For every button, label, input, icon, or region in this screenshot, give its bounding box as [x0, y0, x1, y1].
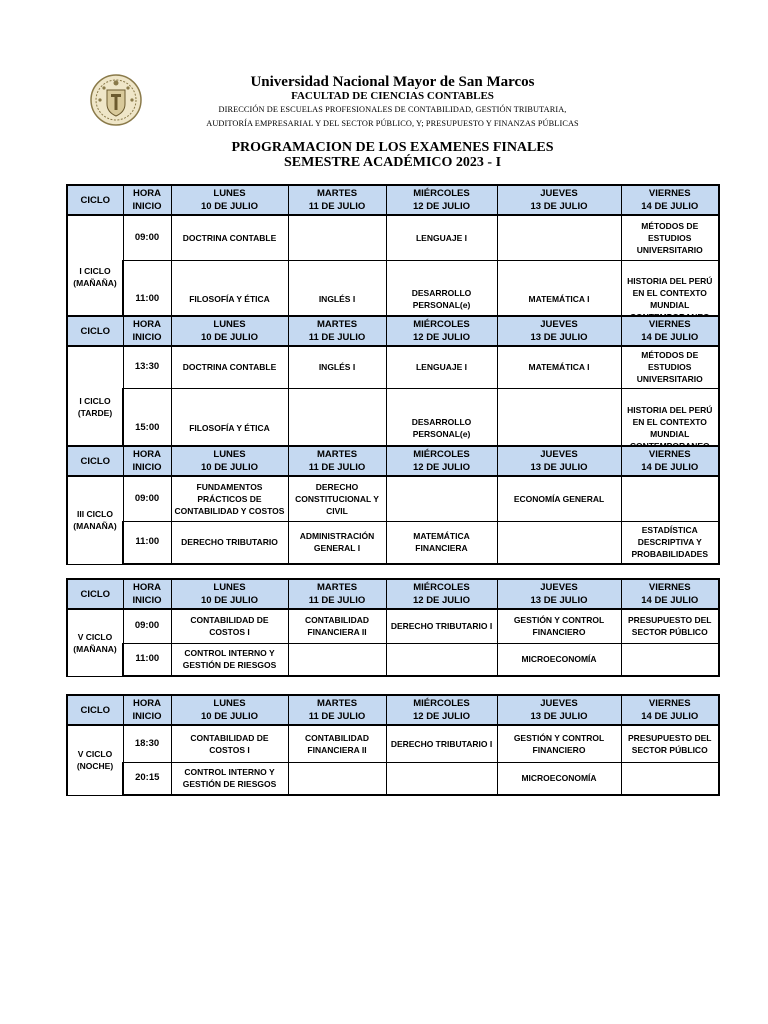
column-header-line2: 14 DE JULIO: [641, 595, 699, 606]
column-header-line2: 13 DE JULIO: [530, 711, 588, 722]
course-cell: [497, 521, 621, 564]
column-header-line1: MARTES: [316, 449, 358, 460]
course-cell: [386, 762, 497, 795]
course-cell: MICROECONOMÍA: [497, 643, 621, 676]
column-header-line1: VIERNES: [648, 698, 691, 709]
course-cell: DERECHO TRIBUTARIO: [171, 521, 288, 564]
column-header-line1: MIÉRCOLES: [413, 449, 470, 460]
column-header: [123, 695, 171, 725]
column-header-line1: MIÉRCOLES: [413, 319, 470, 330]
course-cell: CONTABILIDAD FINANCIERA II: [288, 725, 386, 762]
course-cell: DESARROLLO PERSONAL(e): [386, 388, 497, 468]
course-cell: DOCTRINA CONTABLE: [171, 215, 288, 260]
course-cell: INGLÉS I: [288, 260, 386, 338]
table-header-row: [67, 446, 719, 476]
table-header-row: [67, 695, 719, 725]
start-time-cell: 11:00: [123, 260, 171, 338]
course-cell: [288, 215, 386, 260]
course-cell: DERECHO TRIBUTARIO I: [386, 725, 497, 762]
ciclo-cell: III CICLO (MANAÑA): [67, 476, 123, 564]
column-header-line1: MARTES: [316, 319, 358, 330]
column-header-line1: VIERNES: [648, 449, 691, 460]
course-cell: [288, 762, 386, 795]
column-header: [67, 695, 123, 725]
ciclo-cell: V CICLO (NOCHE): [67, 725, 123, 795]
start-time-cell: 09:00: [123, 476, 171, 521]
column-header-line1: HORA: [133, 319, 161, 330]
column-header-line1: HORA: [133, 188, 161, 199]
column-header: [123, 316, 171, 346]
column-header: [497, 579, 621, 609]
column-header-line2: 12 DE JULIO: [412, 332, 471, 343]
schedule-table: [66, 578, 720, 677]
university-seal-icon: [90, 74, 142, 126]
column-header: [123, 579, 171, 609]
column-header: [171, 579, 288, 609]
course-cell: [386, 476, 497, 521]
course-cell: CONTROL INTERNO Y GESTIÓN DE RIESGOS: [171, 762, 288, 795]
column-header: [386, 446, 497, 476]
column-header-line1: MIÉRCOLES: [413, 698, 470, 709]
course-cell: GESTIÓN Y CONTROL FINANCIERO: [497, 725, 621, 762]
course-cell: INGLÉS I: [288, 346, 386, 388]
column-header-line2: 14 DE JULIO: [641, 462, 699, 473]
column-header-line1: JUEVES: [540, 698, 578, 709]
document-header: [0, 0, 768, 170]
column-header: [123, 446, 171, 476]
column-header: [288, 316, 386, 346]
start-time-cell: 15:00: [123, 388, 171, 468]
column-header-line2: 14 DE JULIO: [641, 201, 699, 212]
column-header-line2: 12 DE JULIO: [412, 201, 471, 212]
start-time-cell: 11:00: [123, 643, 171, 676]
start-time-cell: 09:00: [123, 609, 171, 643]
column-header-line1: MIÉRCOLES: [413, 188, 470, 199]
column-header-line2: INICIO: [132, 201, 162, 212]
course-cell: [621, 476, 719, 521]
column-header-line2: 13 DE JULIO: [530, 332, 588, 343]
start-time-cell: 20:15: [123, 762, 171, 795]
column-header-line1: MARTES: [316, 188, 358, 199]
column-header-line1: CICLO: [80, 455, 111, 467]
column-header-line2: 10 DE JULIO: [200, 332, 259, 343]
column-header-line1: LUNES: [213, 188, 246, 199]
column-header-line2: INICIO: [132, 332, 162, 343]
column-header: [123, 185, 171, 215]
course-cell: ADMINISTRACIÓN GENERAL I: [288, 521, 386, 564]
column-header-line2: 10 DE JULIO: [200, 462, 259, 473]
column-header-line2: 12 DE JULIO: [412, 711, 471, 722]
course-cell: ESTADÍSTICA DESCRIPTIVA Y PROBABILIDADES: [621, 521, 719, 564]
course-cell: [621, 762, 719, 795]
course-cell: MATEMÁTICA FINANCIERA: [386, 521, 497, 564]
ciclo-cell: I CICLO (TARDE): [67, 346, 123, 468]
column-header-line2: 11 DE JULIO: [308, 462, 366, 473]
ciclo-cell: I CICLO (MAÑAÑA): [67, 215, 123, 338]
column-header-line2: INICIO: [132, 462, 162, 473]
course-cell: PRESUPUESTO DEL SECTOR PÚBLICO: [621, 609, 719, 643]
column-header: [67, 316, 123, 346]
column-header-line1: JUEVES: [540, 582, 578, 593]
course-cell: [621, 643, 719, 676]
column-header-line1: LUNES: [213, 319, 246, 330]
column-header: [171, 185, 288, 215]
column-header-line2: 12 DE JULIO: [412, 595, 471, 606]
column-header-line2: 12 DE JULIO: [412, 462, 471, 473]
start-time-cell: 18:30: [123, 725, 171, 762]
course-cell: PRESUPUESTO DEL SECTOR PÚBLICO: [621, 725, 719, 762]
column-header-line2: 13 DE JULIO: [530, 201, 588, 212]
course-cell: ECONOMÍA GENERAL: [497, 476, 621, 521]
table-header-row: [67, 579, 719, 609]
column-header-line2: INICIO: [132, 595, 162, 606]
column-header-line2: 11 DE JULIO: [308, 332, 366, 343]
column-header-line1: CICLO: [80, 194, 111, 206]
column-header-line2: INICIO: [132, 711, 162, 722]
table-row: [67, 643, 719, 676]
course-cell: CONTROL INTERNO Y GESTIÓN DE RIESGOS: [171, 643, 288, 676]
course-cell: MÉTODOS DE ESTUDIOS UNIVERSITARIO: [621, 346, 719, 388]
schedule-table: [66, 694, 720, 796]
course-cell: CONTABILIDAD DE COSTOS I: [171, 725, 288, 762]
table-row: [67, 476, 719, 521]
start-time-cell: 09:00: [123, 215, 171, 260]
course-cell: FUNDAMENTOS PRÁCTICOS DE CONTABILIDAD Y COSTOS: [171, 476, 288, 521]
column-header: [288, 695, 386, 725]
column-header-line1: JUEVES: [540, 449, 578, 460]
course-cell: CONTABILIDAD DE COSTOS I: [171, 609, 288, 643]
column-header-line1: HORA: [133, 449, 161, 460]
column-header: [386, 695, 497, 725]
column-header-line1: VIERNES: [648, 319, 691, 330]
table-row: [67, 346, 719, 388]
course-cell: FILOSOFÍA Y ÉTICA: [171, 388, 288, 468]
column-header: [497, 185, 621, 215]
course-cell: GESTIÓN Y CONTROL FINANCIERO: [497, 609, 621, 643]
column-header-line1: HORA: [133, 698, 161, 709]
course-cell: DERECHO TRIBUTARIO I: [386, 609, 497, 643]
column-header: [288, 446, 386, 476]
course-cell: DESARROLLO PERSONAL(e): [386, 260, 497, 338]
column-header-line1: CICLO: [80, 704, 111, 716]
column-header: [386, 185, 497, 215]
column-header: [621, 446, 719, 476]
column-header-line1: LUNES: [213, 582, 246, 593]
column-header-line1: JUEVES: [540, 319, 578, 330]
course-cell: [497, 215, 621, 260]
column-header-line2: 14 DE JULIO: [641, 332, 699, 343]
column-header: [386, 579, 497, 609]
table-row: [67, 521, 719, 564]
column-header: [621, 185, 719, 215]
column-header-line2: 10 DE JULIO: [200, 201, 259, 212]
start-time-cell: 11:00: [123, 521, 171, 564]
ciclo-cell: V CICLO (MAÑANA): [67, 609, 123, 676]
course-cell: LENGUAJE I: [386, 346, 497, 388]
column-header: [497, 316, 621, 346]
table-row: [67, 215, 719, 260]
document-subtitle: SEMESTRE ACADÉMICO 2023 - I: [283, 155, 502, 170]
course-cell: LENGUAJE I: [386, 215, 497, 260]
start-time-cell: 13:30: [123, 346, 171, 388]
column-header: [67, 446, 123, 476]
course-cell: MATEMÁTICA I: [497, 346, 621, 388]
course-cell: [386, 643, 497, 676]
column-header: [621, 579, 719, 609]
column-header-line2: 10 DE JULIO: [200, 711, 259, 722]
column-header-line1: LUNES: [213, 698, 246, 709]
column-header-line1: JUEVES: [540, 188, 578, 199]
column-header-line2: 13 DE JULIO: [530, 595, 588, 606]
column-header-line2: 11 DE JULIO: [308, 595, 366, 606]
column-header: [288, 185, 386, 215]
column-header: [386, 316, 497, 346]
direction-line-1: DIRECCIÓN DE ESCUELAS PROFESIONALES DE CONTABILIDAD, GESTIÓN TRIBUTARIA,: [218, 105, 567, 114]
column-header-line2: 11 DE JULIO: [308, 711, 366, 722]
column-header-line1: MARTES: [316, 582, 358, 593]
course-cell: MATEMÁTICA I: [497, 260, 621, 338]
schedule-table: [66, 445, 720, 565]
table-header-row: [67, 316, 719, 346]
university-name: Universidad Nacional Mayor de San Marcos: [250, 74, 535, 90]
column-header-line1: HORA: [133, 582, 161, 593]
column-header: [67, 185, 123, 215]
course-cell: [288, 643, 386, 676]
column-header-line1: CICLO: [80, 325, 111, 337]
column-header-line2: 13 DE JULIO: [530, 462, 588, 473]
column-header-line1: LUNES: [213, 449, 246, 460]
table-row: [67, 609, 719, 643]
column-header-line1: VIERNES: [648, 582, 691, 593]
column-header: [497, 695, 621, 725]
column-header: [288, 579, 386, 609]
course-cell: HISTORIA DEL PERÚ EN EL CONTEXTO MUNDIAL: [621, 260, 719, 338]
document-title: PROGRAMACION DE LOS EXAMENES FINALES: [231, 140, 554, 155]
column-header-line1: MARTES: [316, 698, 358, 709]
course-cell: DERECHO CONSTITUCIONAL Y CIVIL: [288, 476, 386, 521]
column-header: [171, 695, 288, 725]
column-header: [171, 316, 288, 346]
table-header-row: [67, 185, 719, 215]
column-header-line2: 10 DE JULIO: [200, 595, 259, 606]
column-header: [171, 446, 288, 476]
column-header: [621, 316, 719, 346]
faculty-name: FACULTAD DE CIENCIAS CONTABLES: [291, 90, 494, 102]
course-cell: DOCTRINA CONTABLE: [171, 346, 288, 388]
course-cell: MÉTODOS DE ESTUDIOS UNIVERSITARIO: [621, 215, 719, 260]
course-cell: HISTORIA DEL PERÚ EN EL CONTEXTO MUNDIAL: [621, 388, 719, 468]
column-header-line1: VIERNES: [648, 188, 691, 199]
table-row: [67, 725, 719, 762]
direction-line-2: AUDITORÍA EMPRESARIAL Y DEL SECTOR PÚBLICO, Y; PRESUPUESTO Y FINANZAS PÚBLICAS: [206, 119, 579, 128]
column-header: [497, 446, 621, 476]
table-row: [67, 762, 719, 795]
column-header-line1: CICLO: [80, 588, 111, 600]
column-header: [621, 695, 719, 725]
course-cell: FILOSOFÍA Y ÉTICA: [171, 260, 288, 338]
course-cell: MICROECONOMÍA: [497, 762, 621, 795]
column-header-line2: 11 DE JULIO: [308, 201, 366, 212]
column-header: [67, 579, 123, 609]
column-header-line1: MIÉRCOLES: [413, 582, 470, 593]
course-cell: CONTABILIDAD FINANCIERA II: [288, 609, 386, 643]
column-header-line2: 14 DE JULIO: [641, 711, 699, 722]
